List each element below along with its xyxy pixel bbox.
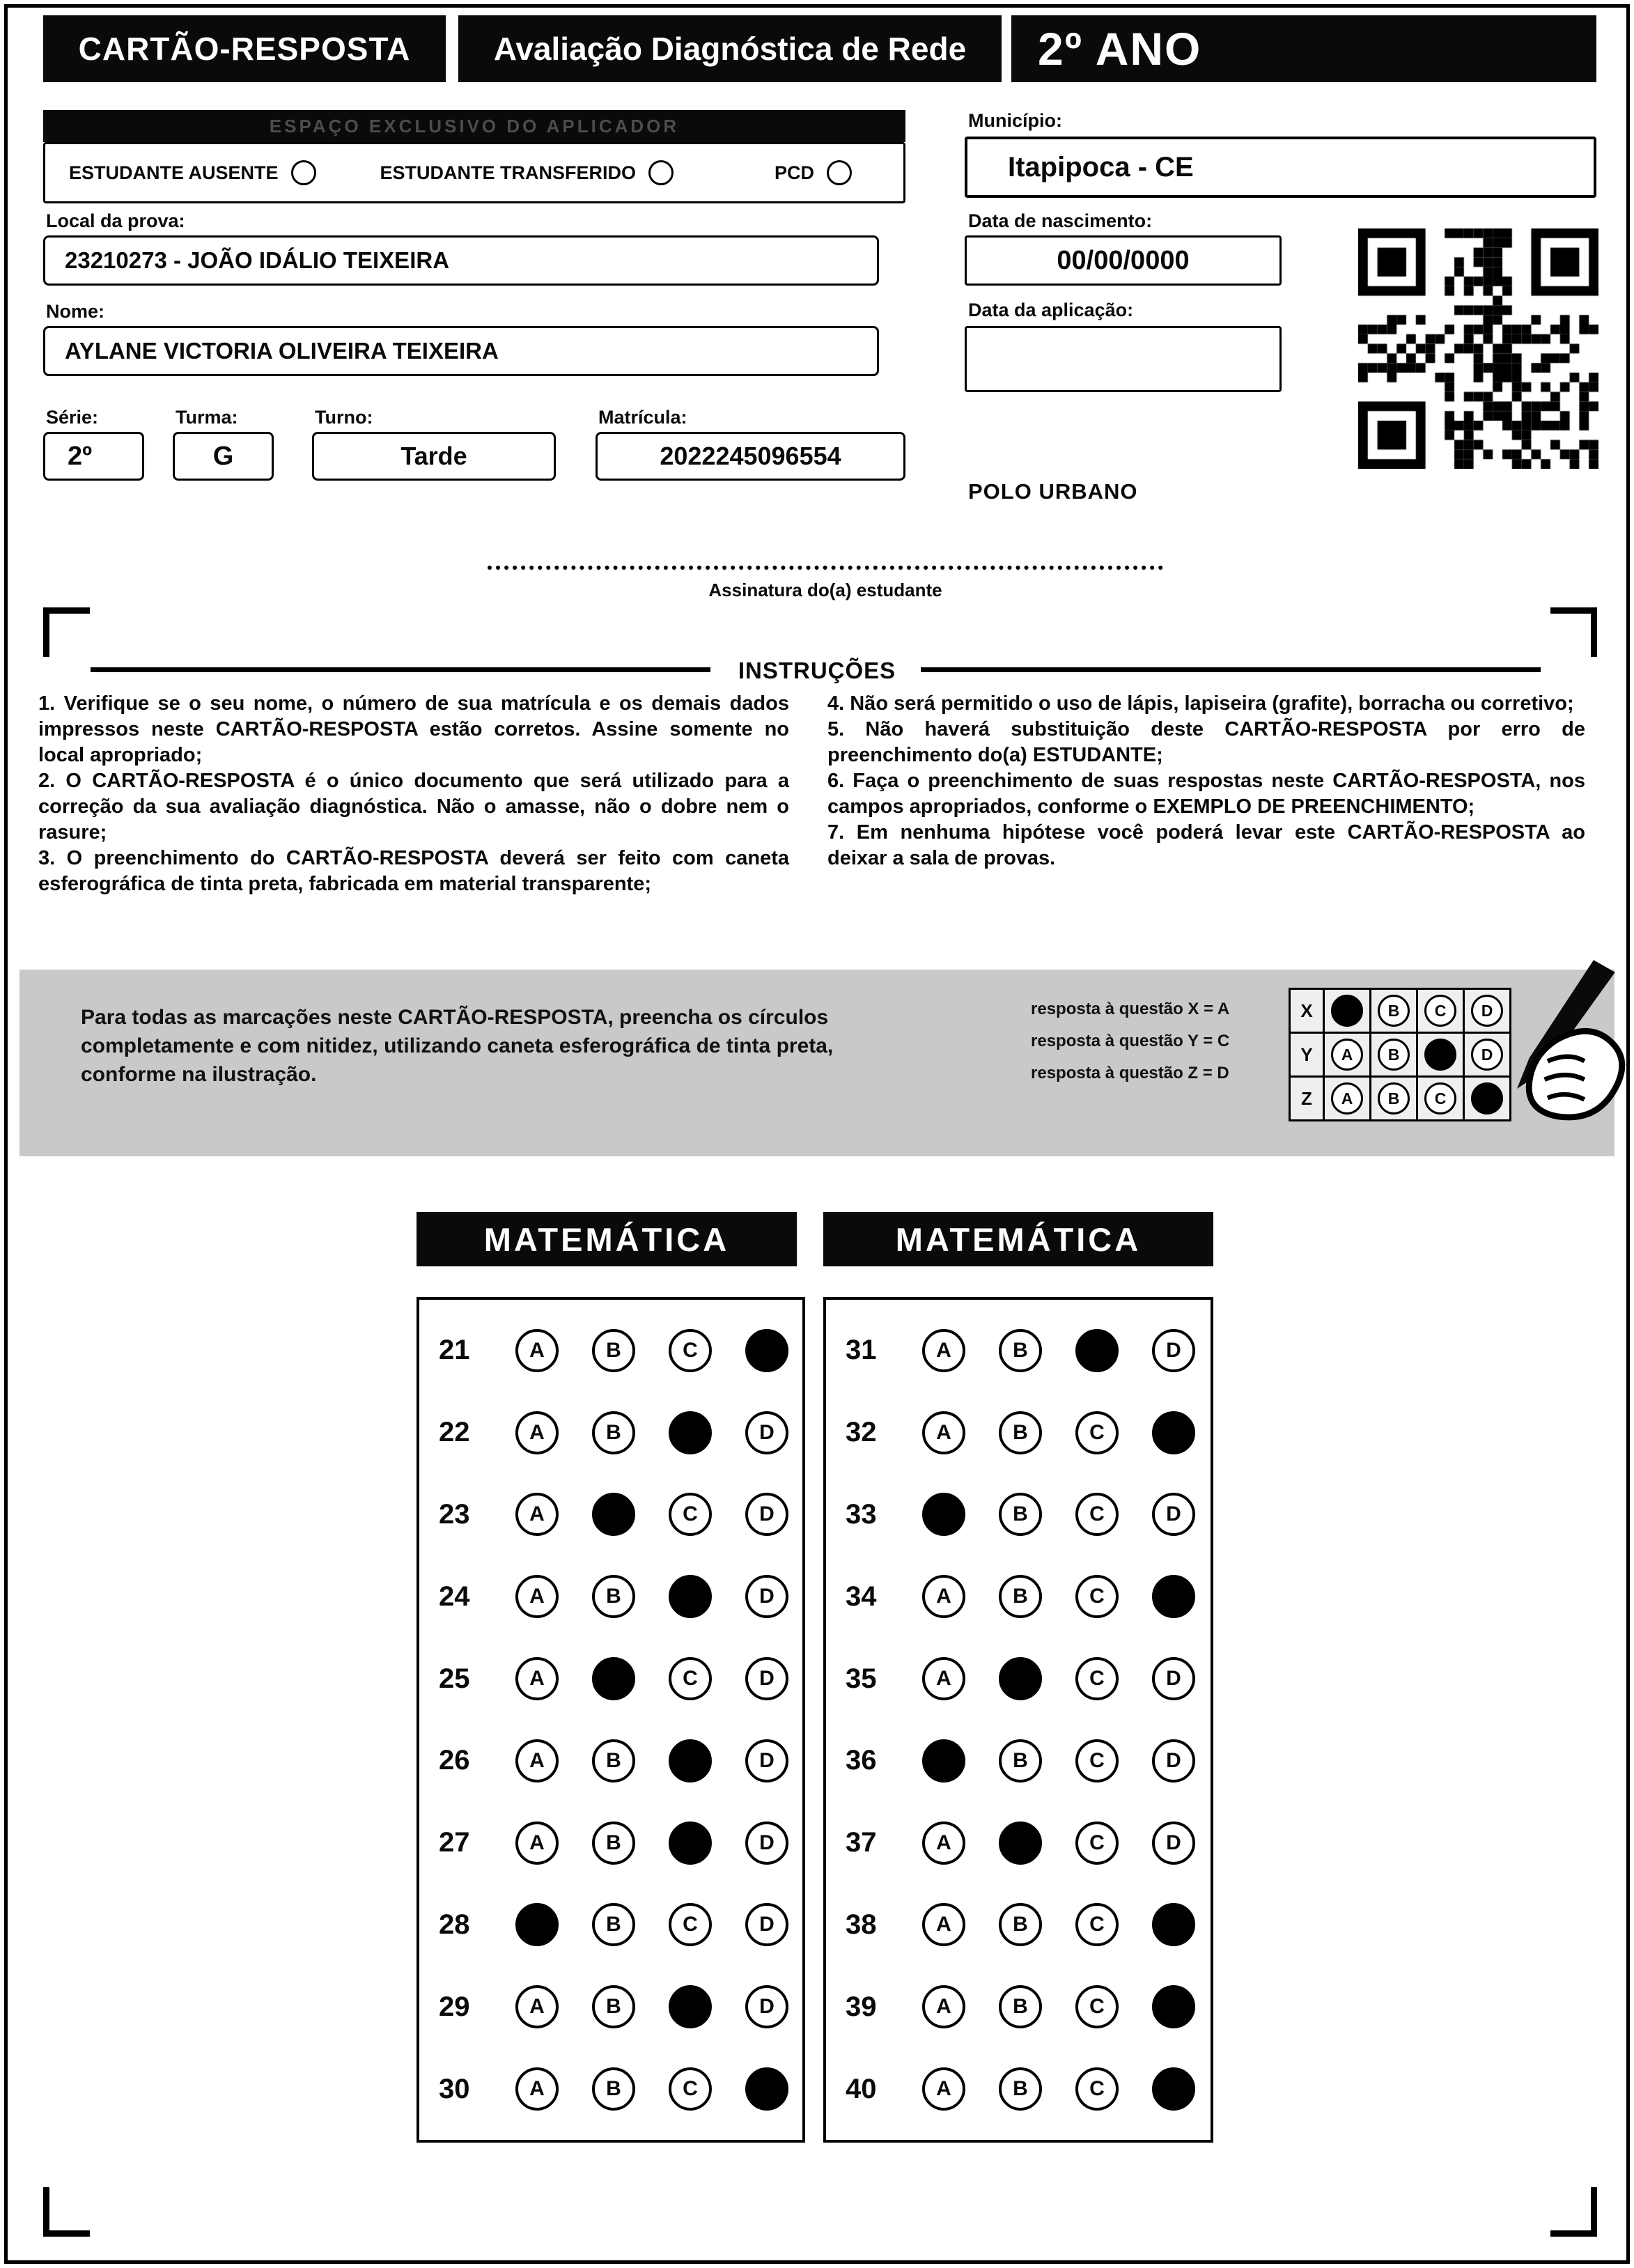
subject-header-2-text: MATEMÁTICA — [895, 1220, 1142, 1258]
nascimento-label: Data de nascimento: — [968, 210, 1153, 231]
hand-pen-illustration — [1486, 960, 1634, 1141]
answer-bubble-34-a[interactable]: A — [922, 1575, 965, 1618]
serie-value: 2º — [68, 441, 93, 471]
turma-label: Turma: — [176, 407, 238, 428]
answer-bubble-34-c[interactable]: C — [1075, 1575, 1119, 1618]
answers-box-1 — [417, 1297, 805, 2143]
question-row-26 — [439, 1739, 802, 1782]
answer-bubble-28-c[interactable]: C — [669, 1903, 712, 1946]
checkbox-label-pcd: PCD — [774, 162, 814, 183]
instruction-item-2: 2. O CARTÃO-RESPOSTA é o único documento que será utilizado para a correção da sua avaliação diagnóstica. Não o amasse, não o dobre nem o rasure; — [38, 770, 789, 844]
example-cell — [1418, 1078, 1463, 1119]
example-bubble-z-a: A — [1331, 1082, 1363, 1114]
question-row-23 — [439, 1493, 802, 1536]
answer-bubble-32-d[interactable]: D — [1152, 1411, 1195, 1454]
answer-bubble-40-c[interactable]: C — [1075, 2067, 1119, 2111]
question-number: 28 — [439, 1909, 470, 1940]
example-row-label-x: X — [1291, 990, 1323, 1032]
answer-bubble-27-d[interactable]: D — [745, 1822, 788, 1865]
answer-bubble-25-b[interactable]: B — [592, 1657, 635, 1700]
answer-bubble-39-b[interactable]: B — [999, 1985, 1042, 2028]
municipio-field — [965, 137, 1596, 198]
checkbox-label-transferido: ESTUDANTE TRANSFERIDO — [380, 162, 637, 183]
nascimento-field — [965, 235, 1282, 286]
local-da-prova-value: 23210273 - JOÃO IDÁLIO TEIXEIRA — [65, 247, 450, 273]
answer-bubble-34-b[interactable]: B — [999, 1575, 1042, 1618]
example-grid — [1289, 988, 1511, 1121]
answer-bubble-40-a[interactable]: A — [922, 2067, 965, 2111]
answer-bubble-35-d[interactable]: D — [1152, 1657, 1195, 1700]
question-number: 30 — [439, 2073, 470, 2104]
answer-bubble-21-a[interactable]: A — [515, 1329, 559, 1372]
answer-bubble-27-c[interactable]: C — [669, 1822, 712, 1865]
answer-bubble-37-b[interactable]: B — [999, 1822, 1042, 1865]
answer-bubble-24-b[interactable]: B — [592, 1575, 635, 1618]
instruction-item-5: 5. Não haverá substituição deste CARTÃO-RESPOSTA por erro de preenchimento do(a) ESTUDANTE; — [827, 718, 1585, 766]
answer-bubble-21-c[interactable]: C — [669, 1329, 712, 1372]
instruction-item-3: 3. O preenchimento do CARTÃO-RESPOSTA deverá ser feito com caneta esferográfica de tinta preta, fabricada em material transparente; — [38, 847, 789, 895]
signature-label: Assinatura do(a) estudante — [708, 580, 942, 600]
question-row-30 — [439, 2067, 802, 2111]
applicator-bar — [43, 110, 905, 142]
checkbox-circle-transferido[interactable] — [648, 160, 674, 185]
example-bubble-x-c: C — [1424, 995, 1456, 1027]
header-assessment-title — [458, 15, 1002, 82]
answer-bubble-36-a[interactable]: A — [922, 1739, 965, 1782]
local-da-prova-field — [43, 235, 879, 286]
answer-bubble-31-b[interactable]: B — [999, 1329, 1042, 1372]
serie-label: Série: — [46, 407, 99, 428]
answer-bubble-24-a[interactable]: A — [515, 1575, 559, 1618]
question-row-24 — [439, 1575, 802, 1618]
answers-box-2 — [823, 1297, 1213, 2143]
answer-bubble-35-c[interactable]: C — [1075, 1657, 1119, 1700]
example-bubble-y-c: C — [1424, 1039, 1456, 1071]
answer-bubble-33-a[interactable]: A — [922, 1493, 965, 1536]
example-strip — [20, 970, 1614, 1156]
answer-bubble-27-a[interactable]: A — [515, 1822, 559, 1865]
question-number: 25 — [439, 1663, 470, 1694]
question-number: 29 — [439, 1991, 470, 2022]
example-legend — [1031, 993, 1295, 1089]
checkbox-estudante-transferido — [380, 160, 674, 185]
answer-bubble-34-d[interactable]: D — [1152, 1575, 1195, 1618]
instructions-title: INSTRUÇÕES — [738, 658, 896, 683]
answer-bubble-23-b[interactable]: B — [592, 1493, 635, 1536]
question-row-25 — [439, 1657, 802, 1700]
answer-bubble-32-c[interactable]: C — [1075, 1411, 1119, 1454]
question-row-21 — [439, 1329, 802, 1372]
answer-bubble-37-a[interactable]: A — [922, 1822, 965, 1865]
example-row-label-z: Z — [1291, 1078, 1323, 1119]
municipio-value: Itapipoca - CE — [1008, 151, 1194, 182]
header-card-title-text: CARTÃO-RESPOSTA — [78, 31, 411, 67]
answer-bubble-28-a[interactable]: A — [515, 1903, 559, 1946]
answer-bubble-30-c[interactable]: C — [669, 2067, 712, 2111]
question-number: 36 — [846, 1745, 877, 1776]
polo-urbano-text: POLO URBANO — [968, 479, 1138, 504]
example-bubble-x-b: B — [1378, 995, 1410, 1027]
corner-mark-top-right — [1550, 607, 1597, 657]
question-row-40 — [846, 2067, 1211, 2111]
turno-field — [312, 432, 556, 481]
question-number: 40 — [846, 2073, 877, 2104]
header-card-title — [43, 15, 446, 82]
applicator-bar-label: ESPAÇO EXCLUSIVO DO APLICADOR — [269, 115, 680, 137]
answer-bubble-29-a[interactable]: A — [515, 1985, 559, 2028]
question-row-22 — [439, 1411, 802, 1454]
municipio-label: Município: — [968, 110, 1062, 131]
example-bubble-z-b: B — [1378, 1082, 1410, 1114]
local-da-prova-label: Local da prova: — [46, 210, 185, 231]
answer-bubble-26-c[interactable]: C — [669, 1739, 712, 1782]
question-row-33 — [846, 1493, 1211, 1536]
header-grade — [1011, 15, 1596, 82]
turno-value: Tarde — [400, 442, 467, 470]
question-row-29 — [439, 1985, 802, 2028]
answer-bubble-23-d[interactable]: D — [745, 1493, 788, 1536]
question-row-28 — [439, 1903, 802, 1946]
question-row-27 — [439, 1822, 802, 1865]
answer-bubble-24-d[interactable]: D — [745, 1575, 788, 1618]
question-number: 22 — [439, 1417, 470, 1448]
answer-bubble-33-b[interactable]: B — [999, 1493, 1042, 1536]
answer-bubble-25-d[interactable]: D — [745, 1657, 788, 1700]
answer-bubble-38-b[interactable]: B — [999, 1903, 1042, 1946]
signature-line[interactable] — [488, 566, 1163, 570]
turno-label: Turno: — [315, 407, 373, 428]
nome-field — [43, 326, 879, 376]
answer-bubble-21-b[interactable]: B — [592, 1329, 635, 1372]
instruction-item-7: 7. Em nenhuma hipótese você poderá levar este CARTÃO-RESPOSTA ao deixar a sala de provas. — [827, 821, 1585, 869]
question-number: 23 — [439, 1498, 470, 1530]
answer-bubble-23-a[interactable]: A — [515, 1493, 559, 1536]
answer-bubble-37-d[interactable]: D — [1152, 1822, 1195, 1865]
answer-bubble-25-c[interactable]: C — [669, 1657, 712, 1700]
answer-bubble-33-d[interactable]: D — [1152, 1493, 1195, 1536]
example-bubble-y-b: B — [1378, 1039, 1410, 1071]
example-bubble-z-d: D — [1471, 1082, 1503, 1114]
aplicacao-field — [965, 326, 1282, 392]
instructions-column-2 — [827, 691, 1585, 871]
answer-bubble-25-a[interactable]: A — [515, 1657, 559, 1700]
example-cell — [1371, 990, 1416, 1032]
answer-bubble-21-d[interactable]: D — [745, 1329, 788, 1372]
example-instruction-text: Para todas as marcações neste CARTÃO-RESPOSTA, preencha os círculos completamente e com nitidez, utilizando caneta esferográfica de tinta preta, conforme na ilustração. — [81, 1006, 834, 1086]
answer-bubble-26-b[interactable]: B — [592, 1739, 635, 1782]
example-bubble-y-d: D — [1471, 1039, 1503, 1071]
question-number: 33 — [846, 1498, 877, 1530]
example-cell — [1371, 1034, 1416, 1075]
answer-bubble-31-c[interactable]: C — [1075, 1329, 1119, 1372]
question-row-39 — [846, 1985, 1211, 2028]
question-row-37 — [846, 1822, 1211, 1865]
answer-bubble-38-c[interactable]: C — [1075, 1903, 1119, 1946]
aplicacao-label: Data da aplicação: — [968, 300, 1134, 320]
question-number: 24 — [439, 1580, 470, 1612]
answer-bubble-28-b[interactable]: B — [592, 1903, 635, 1946]
example-row-label-y: Y — [1291, 1034, 1323, 1075]
nome-value: AYLANE VICTORIA OLIVEIRA TEIXEIRA — [65, 338, 499, 364]
matricula-field — [596, 432, 905, 481]
answer-bubble-22-a[interactable]: A — [515, 1411, 559, 1454]
example-bubble-y-a: A — [1331, 1039, 1363, 1071]
matricula-label: Matrícula: — [598, 407, 687, 428]
answer-bubble-37-c[interactable]: C — [1075, 1822, 1119, 1865]
question-number: 37 — [846, 1827, 877, 1858]
corner-mark-bottom-left — [43, 2187, 90, 2237]
turma-value: G — [212, 441, 234, 471]
serie-field — [43, 432, 144, 481]
answer-bubble-32-a[interactable]: A — [922, 1411, 965, 1454]
question-number: 21 — [439, 1335, 470, 1366]
question-number: 39 — [846, 1991, 877, 2022]
answer-bubble-28-d[interactable]: D — [745, 1903, 788, 1946]
answer-bubble-29-d[interactable]: D — [745, 1985, 788, 2028]
answer-bubble-27-b[interactable]: B — [592, 1822, 635, 1865]
instructions-column-1 — [38, 691, 789, 897]
nome-label: Nome: — [46, 301, 105, 322]
answer-bubble-29-b[interactable]: B — [592, 1985, 635, 2028]
example-legend-y: resposta à questão Y = C — [1031, 1032, 1230, 1050]
question-row-31 — [846, 1329, 1211, 1372]
corner-mark-bottom-right — [1550, 2187, 1597, 2237]
answer-bubble-22-c[interactable]: C — [669, 1411, 712, 1454]
status-checkbox-box — [43, 142, 905, 203]
instruction-item-6: 6. Faça o preenchimento de suas respostas neste CARTÃO-RESPOSTA, nos campos apropriados, conforme o EXEMPLO DE PREENCHIMENTO; — [827, 770, 1585, 818]
question-row-32 — [846, 1411, 1211, 1454]
answer-bubble-38-a[interactable]: A — [922, 1903, 965, 1946]
instruction-item-1: 1. Verifique se o seu nome, o número de sua matrícula e os demais dados impressos neste CARTÃO-RESPOSTA estão corretos. Assine somente no local apropriado; — [38, 692, 789, 766]
answer-bubble-31-d[interactable]: D — [1152, 1329, 1195, 1372]
answer-bubble-26-d[interactable]: D — [745, 1739, 788, 1782]
turma-field — [173, 432, 274, 481]
answer-bubble-36-c[interactable]: C — [1075, 1739, 1119, 1782]
question-number: 35 — [846, 1663, 877, 1694]
answer-bubble-39-d[interactable]: D — [1152, 1985, 1195, 2028]
answer-bubble-32-b[interactable]: B — [999, 1411, 1042, 1454]
answer-bubble-24-c[interactable]: C — [669, 1575, 712, 1618]
example-bubble-x-d: D — [1471, 995, 1503, 1027]
answer-bubble-35-a[interactable]: A — [922, 1657, 965, 1700]
answer-bubble-35-b[interactable]: B — [999, 1657, 1042, 1700]
example-cell — [1418, 1034, 1463, 1075]
question-row-34 — [846, 1575, 1211, 1618]
question-row-35 — [846, 1657, 1211, 1700]
header-assessment-title-text: Avaliação Diagnóstica de Rede — [493, 31, 967, 67]
example-legend-x: resposta à questão X = A — [1031, 1000, 1230, 1018]
answer-bubble-30-b[interactable]: B — [592, 2067, 635, 2111]
subject-header-1-text: MATEMÁTICA — [483, 1220, 730, 1258]
nascimento-value: 00/00/0000 — [1057, 245, 1190, 275]
question-row-36 — [846, 1739, 1211, 1782]
answer-bubble-22-b[interactable]: B — [592, 1411, 635, 1454]
subject-header-2 — [823, 1212, 1213, 1266]
qr-code — [1358, 228, 1598, 469]
checkbox-circle-ausente[interactable] — [291, 160, 316, 185]
corner-mark-top-left — [43, 607, 90, 657]
answer-bubble-31-a[interactable]: A — [922, 1329, 965, 1372]
answer-bubble-30-a[interactable]: A — [515, 2067, 559, 2111]
answer-bubble-39-a[interactable]: A — [922, 1985, 965, 2028]
answer-bubble-23-c[interactable]: C — [669, 1493, 712, 1536]
question-number: 32 — [846, 1417, 877, 1448]
question-number: 38 — [846, 1909, 877, 1940]
answer-bubble-38-d[interactable]: D — [1152, 1903, 1195, 1946]
question-number: 34 — [846, 1580, 877, 1612]
answer-bubble-22-d[interactable]: D — [745, 1411, 788, 1454]
example-cell — [1325, 1034, 1369, 1075]
answer-bubble-29-c[interactable]: C — [669, 1985, 712, 2028]
answer-bubble-33-c[interactable]: C — [1075, 1493, 1119, 1536]
answer-bubble-39-c[interactable]: C — [1075, 1985, 1119, 2028]
matricula-value: 2022245096554 — [660, 442, 841, 470]
answer-bubble-30-d[interactable]: D — [745, 2067, 788, 2111]
header-grade-text: 2º ANO — [1038, 23, 1202, 75]
question-number: 27 — [439, 1827, 470, 1858]
example-cell — [1371, 1078, 1416, 1119]
instruction-item-4: 4. Não será permitido o uso de lápis, lapiseira (grafite), borracha ou corretivo; — [827, 692, 1574, 715]
answer-bubble-36-b[interactable]: B — [999, 1739, 1042, 1782]
checkbox-circle-pcd[interactable] — [827, 160, 852, 185]
example-legend-z: resposta à questão Z = D — [1031, 1064, 1229, 1082]
answer-bubble-26-a[interactable]: A — [515, 1739, 559, 1782]
answer-bubble-36-d[interactable]: D — [1152, 1739, 1195, 1782]
answer-bubble-40-b[interactable]: B — [999, 2067, 1042, 2111]
example-cell — [1325, 990, 1369, 1032]
checkbox-estudante-ausente — [69, 160, 316, 185]
example-cell — [1418, 990, 1463, 1032]
checkbox-pcd — [775, 160, 852, 185]
question-number: 26 — [439, 1745, 470, 1776]
example-bubble-x-a: A — [1331, 995, 1363, 1027]
question-number: 31 — [846, 1335, 877, 1366]
question-row-38 — [846, 1903, 1211, 1946]
example-cell — [1325, 1078, 1369, 1119]
checkbox-label-ausente: ESTUDANTE AUSENTE — [69, 162, 279, 183]
subject-header-1 — [417, 1212, 797, 1266]
answer-bubble-40-d[interactable]: D — [1152, 2067, 1195, 2111]
example-bubble-z-c: C — [1424, 1082, 1456, 1114]
instructions-rule-right — [921, 667, 1541, 672]
